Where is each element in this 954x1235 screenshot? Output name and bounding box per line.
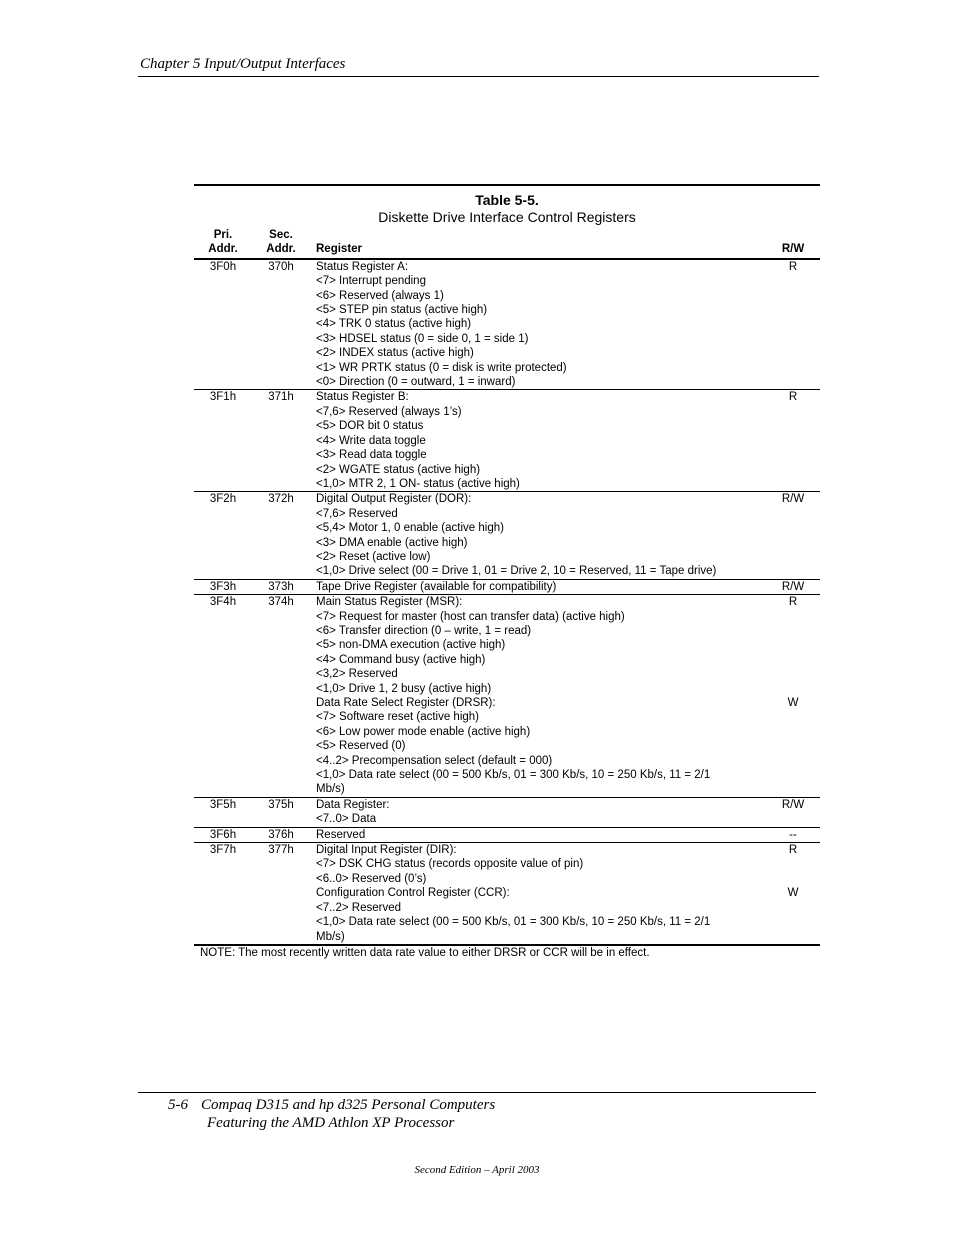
access-value: W bbox=[787, 887, 799, 900]
table-row bbox=[194, 259, 820, 390]
primary-address-cell bbox=[194, 492, 252, 579]
table-row bbox=[194, 595, 820, 798]
access-value: W bbox=[787, 697, 799, 709]
register-line: <7,6> Reserved (always 1’s) bbox=[316, 405, 462, 418]
register-line: Data Register: bbox=[316, 798, 390, 811]
register-table bbox=[194, 228, 820, 946]
book-title-line1: Compaq D315 and hp d325 Personal Computers bbox=[201, 1097, 496, 1113]
access-value: -- bbox=[789, 828, 797, 841]
register-line: <7..0> Data bbox=[316, 813, 377, 826]
secondary-address-cell bbox=[252, 827, 310, 842]
secondary-address-cell bbox=[252, 595, 310, 798]
register-line: Status Register B: bbox=[316, 391, 409, 404]
primary-address: 3F1h bbox=[209, 391, 237, 404]
secondary-address: 377h bbox=[268, 844, 294, 857]
register-line: <0> Direction (0 = outward, 1 = inward) bbox=[316, 376, 516, 389]
register-line: <1,0> MTR 2, 1 ON- status (active high) bbox=[316, 477, 520, 490]
primary-address-cell bbox=[194, 390, 252, 492]
secondary-address: 374h bbox=[268, 596, 294, 609]
column-header-rw: R/W bbox=[781, 243, 805, 256]
secondary-address: 375h bbox=[268, 798, 294, 811]
column-header-sec-line1: Sec. bbox=[269, 229, 293, 241]
primary-address-cell bbox=[194, 797, 252, 827]
secondary-address-cell bbox=[252, 390, 310, 492]
access-value: R bbox=[788, 596, 798, 609]
page-number: 5-6 bbox=[168, 1097, 188, 1113]
register-line: <2> Reset (active low) bbox=[316, 550, 431, 563]
secondary-address: 370h bbox=[268, 260, 294, 273]
register-line: <7> Software reset (active high) bbox=[316, 711, 479, 724]
register-line: <1,0> Data rate select (00 = 500 Kb/s, 01 = 300 Kb/s, 10 = 250 Kb/s, 11 = 2/1 bbox=[316, 769, 711, 782]
register-line: Tape Drive Register (available for compatibility) bbox=[316, 580, 557, 593]
register-line: Configuration Control Register (CCR): bbox=[316, 887, 510, 900]
register-description-cell bbox=[310, 259, 766, 390]
access-value bbox=[766, 550, 820, 564]
register-description-cell bbox=[310, 390, 766, 492]
register-line: <6> Transfer direction (0 – write, 1 = read) bbox=[316, 624, 532, 637]
header-rule bbox=[138, 76, 819, 77]
access-cell bbox=[766, 797, 820, 827]
primary-address-cell bbox=[194, 827, 252, 842]
access-value bbox=[766, 405, 820, 419]
table-row bbox=[194, 579, 820, 594]
primary-address-cell bbox=[194, 579, 252, 594]
register-line: <7> Interrupt pending bbox=[316, 275, 426, 288]
edition-text: Second Edition – April 2003 bbox=[414, 1164, 540, 1176]
primary-address: 3F2h bbox=[209, 493, 237, 506]
column-header-pri-addr bbox=[194, 228, 252, 259]
register-line: <4> Command busy (active high) bbox=[316, 653, 486, 666]
book-title-line2: Featuring the AMD Athlon XP Processor bbox=[207, 1115, 455, 1131]
column-header-sec-line2: Addr. bbox=[266, 243, 296, 256]
access-value bbox=[766, 782, 820, 796]
register-line: <4..2> Precompensation select (default = 000) bbox=[316, 754, 553, 767]
access-value bbox=[766, 812, 820, 826]
access-cell bbox=[766, 259, 820, 390]
register-line: Digital Output Register (DOR): bbox=[316, 493, 472, 506]
register-line: <3> HDSEL status (0 = side 0, 1 = side 1) bbox=[316, 332, 529, 345]
register-line: <7> DSK CHG status (records opposite value of pin) bbox=[316, 858, 584, 871]
access-value bbox=[766, 507, 820, 521]
register-line: <1,0> Drive 1, 2 busy (active high) bbox=[316, 682, 492, 695]
register-description-cell bbox=[310, 492, 766, 579]
access-value bbox=[766, 725, 820, 739]
access-value: R bbox=[788, 844, 798, 857]
access-value bbox=[766, 536, 820, 550]
register-line: <5> DOR bit 0 status bbox=[316, 420, 424, 433]
access-cell bbox=[766, 390, 820, 492]
secondary-address: 373h bbox=[268, 580, 294, 593]
access-value bbox=[766, 930, 820, 944]
access-value bbox=[766, 564, 820, 578]
register-line: <7> Request for master (host can transfer data) (active high) bbox=[316, 610, 625, 623]
access-value bbox=[766, 521, 820, 535]
access-cell bbox=[766, 579, 820, 594]
register-line: <6> Reserved (always 1) bbox=[316, 289, 444, 302]
access-cell bbox=[766, 827, 820, 842]
table-row bbox=[194, 827, 820, 842]
footer-rule bbox=[138, 1092, 816, 1093]
column-header-pri-line2: Addr. bbox=[208, 243, 238, 256]
table-note: NOTE: The most recently written data rate value to either DRSR or CCR will be in effect. bbox=[200, 946, 650, 959]
access-value: R/W bbox=[781, 493, 805, 506]
register-description-cell bbox=[310, 595, 766, 798]
access-value: R/W bbox=[781, 798, 805, 811]
register-description-cell bbox=[310, 843, 766, 945]
edition-label bbox=[0, 1164, 954, 1176]
access-value bbox=[766, 857, 820, 871]
access-value bbox=[766, 610, 820, 624]
table-row bbox=[194, 390, 820, 492]
secondary-address-cell bbox=[252, 259, 310, 390]
register-line: <2> WGATE status (active high) bbox=[316, 463, 481, 476]
register-line: <1,0> Data rate select (00 = 500 Kb/s, 01 = 300 Kb/s, 10 = 250 Kb/s, 11 = 2/1 bbox=[316, 916, 711, 929]
register-description-cell bbox=[310, 827, 766, 842]
access-value bbox=[766, 653, 820, 667]
register-table-block bbox=[194, 184, 820, 959]
primary-address: 3F7h bbox=[209, 844, 237, 857]
access-value bbox=[766, 434, 820, 448]
table-number: Table 5-5. bbox=[475, 192, 539, 208]
access-value bbox=[766, 361, 820, 375]
secondary-address-cell bbox=[252, 492, 310, 579]
register-line: <5> non-DMA execution (active high) bbox=[316, 639, 506, 652]
access-value bbox=[766, 274, 820, 288]
register-line: Mb/s) bbox=[316, 930, 345, 943]
access-value bbox=[766, 419, 820, 433]
column-header-pri-line1: Pri. bbox=[213, 229, 233, 241]
primary-address: 3F4h bbox=[209, 596, 237, 609]
register-description-cell bbox=[310, 579, 766, 594]
access-value bbox=[766, 317, 820, 331]
register-line: <1,0> Drive select (00 = Drive 1, 01 = Drive 2, 10 = Reserved, 11 = Tape drive) bbox=[316, 565, 717, 578]
register-line: <3> DMA enable (active high) bbox=[316, 536, 468, 549]
access-value bbox=[766, 463, 820, 477]
register-line: <6..0> Reserved (0’s) bbox=[316, 872, 427, 885]
access-value bbox=[766, 332, 820, 346]
access-value bbox=[766, 638, 820, 652]
access-value bbox=[766, 754, 820, 768]
access-value: R bbox=[788, 391, 798, 404]
primary-address: 3F0h bbox=[209, 260, 237, 273]
access-value bbox=[766, 448, 820, 462]
access-value bbox=[766, 303, 820, 317]
access-cell bbox=[766, 595, 820, 798]
secondary-address: 376h bbox=[268, 828, 294, 841]
chapter-header: Chapter 5 Input/Output Interfaces bbox=[140, 56, 346, 72]
table-row bbox=[194, 843, 820, 945]
access-value: R/W bbox=[781, 580, 805, 593]
register-line: <5> Reserved (0) bbox=[316, 740, 406, 753]
column-header-sec-addr bbox=[252, 228, 310, 259]
access-value bbox=[766, 872, 820, 886]
register-line: <3> Read data toggle bbox=[316, 449, 427, 462]
register-line: <6> Low power mode enable (active high) bbox=[316, 725, 531, 738]
access-value bbox=[766, 915, 820, 929]
secondary-address-cell bbox=[252, 843, 310, 945]
primary-address-cell bbox=[194, 595, 252, 798]
register-line: Digital Input Register (DIR): bbox=[316, 844, 457, 857]
register-line: <3,2> Reserved bbox=[316, 668, 398, 681]
secondary-address-cell bbox=[252, 579, 310, 594]
register-line: <1> WR PRTK status (0 = disk is write protected) bbox=[316, 361, 567, 374]
primary-address-cell bbox=[194, 843, 252, 945]
access-cell bbox=[766, 843, 820, 945]
access-value bbox=[766, 739, 820, 753]
access-value bbox=[766, 289, 820, 303]
secondary-address-cell bbox=[252, 797, 310, 827]
table-row bbox=[194, 492, 820, 579]
access-value bbox=[766, 624, 820, 638]
secondary-address: 372h bbox=[268, 493, 294, 506]
access-value bbox=[766, 477, 820, 491]
register-line: <5,4> Motor 1, 0 enable (active high) bbox=[316, 522, 504, 535]
register-line: Data Rate Select Register (DRSR): bbox=[316, 697, 496, 709]
access-value: R bbox=[788, 260, 798, 273]
access-cell bbox=[766, 492, 820, 579]
register-line: <4> TRK 0 status (active high) bbox=[316, 318, 472, 331]
access-value bbox=[766, 710, 820, 724]
register-table-body bbox=[194, 259, 820, 945]
access-value bbox=[766, 682, 820, 696]
column-header-register: Register bbox=[316, 243, 363, 256]
register-line: <7,6> Reserved bbox=[316, 507, 398, 520]
register-line: Reserved bbox=[316, 828, 366, 841]
primary-address: 3F5h bbox=[209, 798, 237, 811]
register-line: Mb/s) bbox=[316, 783, 345, 796]
primary-address: 3F3h bbox=[209, 580, 237, 593]
register-line: Main Status Register (MSR): bbox=[316, 596, 463, 609]
register-line: <4> Write data toggle bbox=[316, 434, 426, 447]
register-line: Status Register A: bbox=[316, 260, 409, 273]
register-line: <7..2> Reserved bbox=[316, 901, 402, 914]
access-value bbox=[766, 768, 820, 782]
access-value bbox=[766, 667, 820, 681]
primary-address: 3F6h bbox=[209, 828, 237, 841]
access-value bbox=[766, 375, 820, 389]
register-description-cell bbox=[310, 797, 766, 827]
secondary-address: 371h bbox=[268, 391, 294, 404]
register-line: <5> STEP pin status (active high) bbox=[316, 304, 488, 317]
access-value bbox=[766, 346, 820, 360]
access-value bbox=[766, 901, 820, 915]
primary-address-cell bbox=[194, 259, 252, 390]
register-line: <2> INDEX status (active high) bbox=[316, 347, 474, 360]
table-row bbox=[194, 797, 820, 827]
table-title: Diskette Drive Interface Control Registers bbox=[378, 209, 636, 225]
